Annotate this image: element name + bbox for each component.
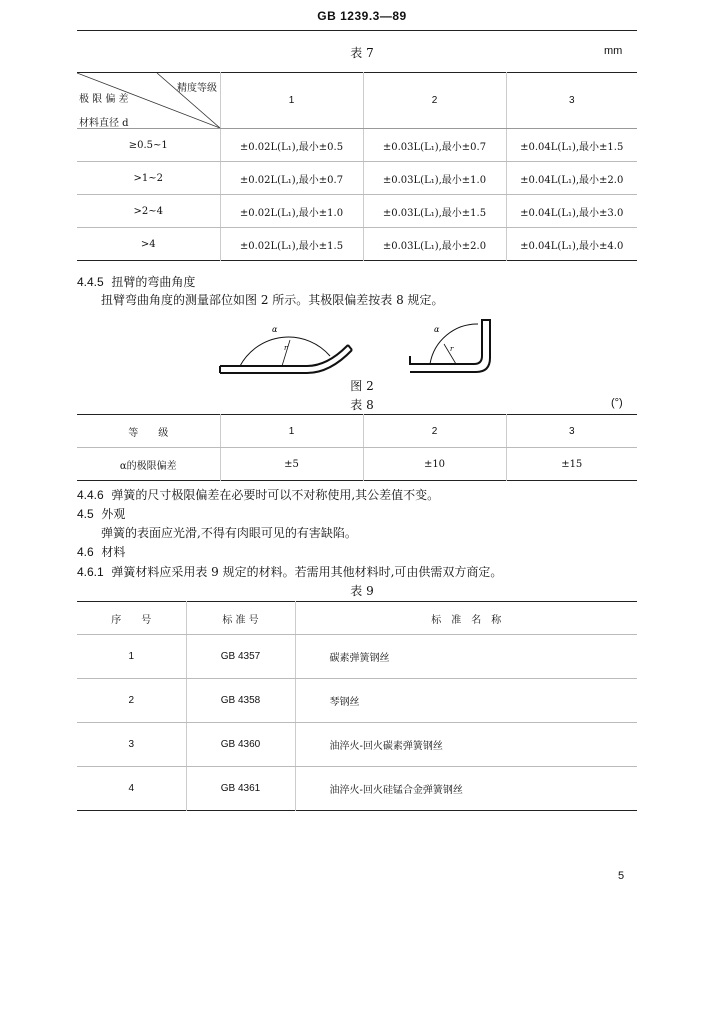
section-4-6-1 <box>77 563 502 581</box>
figure-label-r: r <box>284 344 288 352</box>
table7-cell: ±0.04L(L₁),最小±1.5 <box>506 129 637 162</box>
table9-std: GB 4361 <box>186 767 295 811</box>
table-row <box>77 635 637 679</box>
header-rule <box>77 30 637 31</box>
figure-label-alpha-2: α <box>434 325 440 334</box>
section-4-5-heading <box>77 505 125 523</box>
section-number: 4.4.6 <box>77 488 104 502</box>
table9-std: GB 4360 <box>186 723 295 767</box>
table9-no: 1 <box>77 635 186 679</box>
table9-head-name: 标 准 名 称 <box>295 602 637 635</box>
table7-cell: ±0.04L(L₁),最小±2.0 <box>506 162 637 195</box>
table9-std: GB 4357 <box>186 635 295 679</box>
figure-label-alpha: α <box>272 325 278 334</box>
table8-caption: 表 8 <box>350 398 374 412</box>
table7-cell: ±0.04L(L₁),最小±3.0 <box>506 195 637 228</box>
table-row <box>77 679 637 723</box>
section-4-4-6 <box>77 486 439 504</box>
table9-caption: 表 9 <box>350 584 374 598</box>
table7-cell: ±0.02L(L₁),最小±0.5 <box>220 129 363 162</box>
table9-name: 油淬火-回火硅锰合金弹簧钢丝 <box>295 767 637 811</box>
table9-std: GB 4358 <box>186 679 295 723</box>
section-body: 弹簧材料应采用表 9 规定的材料。若需用其他材料时,可由供需双方商定。 <box>111 565 503 579</box>
table7-cell: ±0.03L(L₁),最小±0.7 <box>363 129 506 162</box>
table9-head-std: 标 准 号 <box>186 602 295 635</box>
figure-2-caption: 图 2 <box>350 379 374 393</box>
corner-diameter-label: 材料直径 d <box>79 118 129 129</box>
table9 <box>77 601 637 811</box>
table7-caption: 表 7 <box>350 46 374 60</box>
table8-header-row <box>77 415 637 448</box>
table7-cell: ±0.03L(L₁),最小±1.5 <box>363 195 506 228</box>
table8-cell: ±10 <box>363 448 506 481</box>
table-row <box>77 195 637 228</box>
table7-cell: ±0.03L(L₁),最小±2.0 <box>363 228 506 261</box>
section-number: 4.4.5 <box>77 275 104 289</box>
table7-range: >4 <box>140 238 156 250</box>
table9-name: 琴钢丝 <box>295 679 637 723</box>
section-4-5-body: 弹簧的表面应光滑,不得有肉眼可见的有害缺陷。 <box>101 526 357 540</box>
table9-no: 4 <box>128 783 135 794</box>
table8-row-label: α的极限偏差 <box>119 460 177 472</box>
table-row <box>77 448 637 481</box>
table7-cell: ±0.04L(L₁),最小±4.0 <box>506 228 637 261</box>
figure-2-diagram <box>212 318 512 380</box>
figure-label-r-2: r <box>450 345 454 353</box>
table8-head-3: 3 <box>506 415 637 448</box>
table7 <box>77 72 637 261</box>
table7-cell: ±0.03L(L₁),最小±1.0 <box>363 162 506 195</box>
table-row <box>77 767 637 811</box>
table-row <box>77 129 637 162</box>
table8-cell: ±15 <box>506 448 637 481</box>
corner-grade-label: 精度等级 <box>177 83 217 94</box>
table7-range: ≥0.5~1 <box>77 129 220 162</box>
table7-header-row <box>77 73 637 129</box>
table-row <box>77 228 637 261</box>
table8-cell: ±5 <box>220 448 363 481</box>
table7-corner-cell <box>77 73 220 129</box>
table-row <box>77 162 637 195</box>
section-number: 4.5 <box>77 507 94 521</box>
table7-grade-2: 2 <box>363 73 506 129</box>
section-title: 材料 <box>101 545 126 559</box>
section-title: 扭臂的弯曲角度 <box>111 275 196 289</box>
table9-header-row <box>77 602 637 635</box>
table7-grade-3: 3 <box>506 73 637 129</box>
table7-cell: ±0.02L(L₁),最小±1.0 <box>220 195 363 228</box>
table8-unit: (°) <box>611 397 623 409</box>
table9-head-no: 序 号 <box>77 602 186 635</box>
table9-name: 碳素弹簧钢丝 <box>295 635 637 679</box>
table7-range: >2~4 <box>77 195 220 228</box>
page-header: GB 1239.3—89 <box>317 9 407 23</box>
section-body: 弹簧的尺寸极限偏差在必要时可以不对称使用,其公差值不变。 <box>111 488 440 502</box>
corner-deviation-label: 极 限 偏 差 <box>79 94 129 105</box>
section-title: 外观 <box>101 507 126 521</box>
section-4-4-5-body: 扭臂弯曲角度的测量部位如图 2 所示。其极限偏差按表 8 规定。 <box>101 293 444 307</box>
section-number: 4.6 <box>77 545 94 559</box>
table7-grade-1: 1 <box>220 73 363 129</box>
section-number: 4.6.1 <box>77 565 104 579</box>
table8-head-grade: 等 级 <box>77 415 220 448</box>
section-4-4-5-heading <box>77 273 195 291</box>
table9-no: 3 <box>77 723 186 767</box>
table7-cell: ±0.02L(L₁),最小±0.7 <box>220 162 363 195</box>
table8-head-2: 2 <box>363 415 506 448</box>
table7-unit: mm <box>604 45 623 57</box>
table-row <box>77 723 637 767</box>
table9-no: 2 <box>77 679 186 723</box>
page-number: 5 <box>618 870 625 882</box>
table9-name: 油淬火-回火碳素弹簧钢丝 <box>295 723 637 767</box>
table7-cell: ±0.02L(L₁),最小±1.5 <box>220 228 363 261</box>
table8 <box>77 414 637 481</box>
table7-range: >1~2 <box>77 162 220 195</box>
table8-head-1: 1 <box>220 415 363 448</box>
section-4-6-heading <box>77 543 125 561</box>
